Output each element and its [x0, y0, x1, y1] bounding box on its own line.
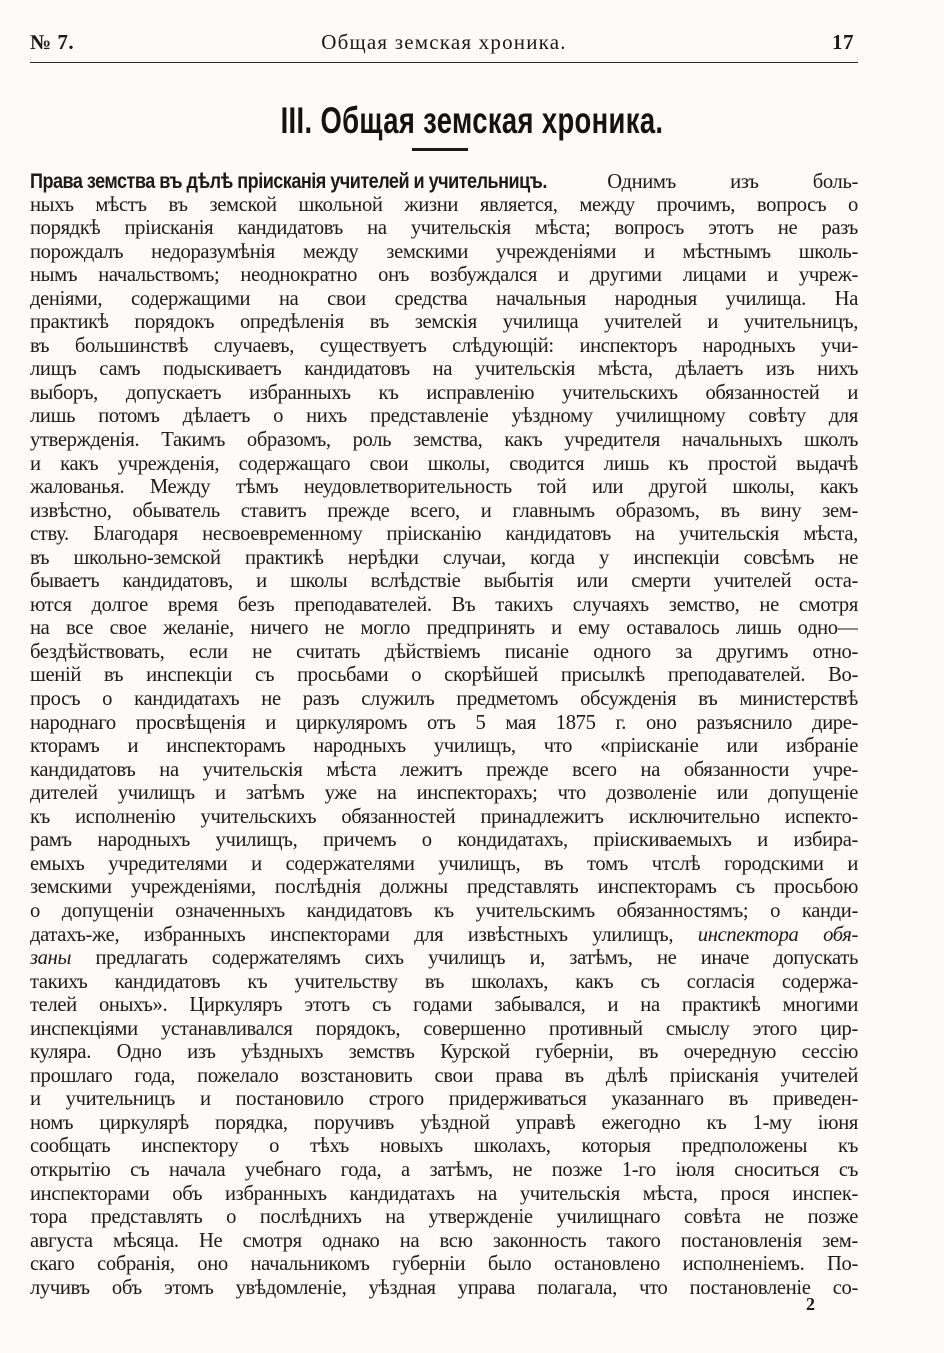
text-line: на все свое желанiе, ничего не могло предпринять и ему оставалось лишь одно—	[30, 617, 858, 640]
text-line	[30, 170, 858, 194]
text-line: тора представлять о послѣднихъ на утвержденiе училищнаго совѣта не позже	[30, 1206, 858, 1229]
text-line-start: датахъ-же, избранныхъ инспекторами для извѣстныхъ улилищъ,	[30, 923, 698, 946]
text-line: жалованья. Между тѣмъ неудовлетворительность той или другой школы, какъ	[30, 476, 858, 499]
text-line: открытiю съ начала учебнаго года, а затѣмъ, не позже 1-го iюля сноситься съ	[30, 1158, 858, 1181]
article-body	[30, 170, 858, 1300]
text-line: земскими учрежденiями, послѣднiя должны представлять инспекторамъ съ просьбою	[30, 876, 858, 899]
text-line: лучивъ объ этомъ увѣдомленiе, уѣздная управа полагала, что постановленiе со-	[30, 1276, 858, 1299]
text-line	[30, 924, 858, 948]
text-line: кандидатовъ на учительскiя мѣста лежитъ прежде всего на обязанности учре-	[30, 758, 858, 781]
text-line: въ школьно-земской практикѣ нерѣдки случаи, когда у инспекцiи совсѣмъ не	[30, 546, 858, 569]
italic-emphasis: инспектора обя-	[697, 923, 858, 946]
text-line: къ исполненiю учительскихъ обязанностей принадлежитъ исключительно испекто-	[30, 805, 858, 828]
section-title: III. Общая земская хроника.	[280, 100, 664, 141]
text-line: въ большинствѣ случаевъ, существуетъ слѣдующiй: инспекторъ народныхъ учи-	[30, 334, 858, 357]
text-line: денiями, содержащими на свои средства начальныя народныя училища. На	[30, 287, 858, 310]
running-header	[30, 28, 858, 63]
text-line: номъ циркулярѣ порядка, поручивъ уѣздной управѣ ежегодно къ 1-му iюня	[30, 1111, 858, 1134]
text-line: емыхъ учредителями и содержателями училищъ, въ томъ чтслѣ городскими и	[30, 852, 858, 875]
text-line: скаго собранiя, оно начальникомъ губернiи было остановлено исполненiемъ. По-	[30, 1253, 858, 1276]
text-line: и учительницъ и постановило строго придерживаться указаннаго въ приведен-	[30, 1088, 858, 1111]
running-title: Общая земская хроника.	[321, 30, 567, 54]
text-line: выборъ, допускаетъ избранныхъ къ исправленiю учительскихъ обязанностей и	[30, 381, 858, 404]
page-number: 17	[832, 30, 854, 54]
title-rule	[412, 148, 468, 151]
text-line: такихъ кандидатовъ къ учительству въ школахъ, какъ съ согласiя содержа-	[30, 970, 858, 993]
text-line: порождалъ недоразумѣнiя между земскими учрежденiями и мѣстнымъ школь-	[30, 240, 858, 263]
text-line: телей оныхъ». Циркуляръ этотъ съ годами забывался, и на практикѣ многими	[30, 994, 858, 1017]
text-line: о допущенiи означенныхъ кандидатовъ къ учительскимъ обязанностямъ; о канди-	[30, 899, 858, 922]
text-line: куляра. Одно изъ уѣздныхъ земствъ Курской губернiи, въ очередную сессiю	[30, 1041, 858, 1064]
text-line: рамъ народныхъ училищъ, причемъ о кондидатахъ, прiискиваемыхъ и избира-	[30, 829, 858, 852]
text-line: бездѣйствовать, если не считать дѣйствiемъ писанiе одного за другимъ отно-	[30, 640, 858, 663]
text-line: инспекторами объ избранныхъ кандидатахъ на учительскiя мѣста, прося инспек-	[30, 1182, 858, 1205]
text-line-rest: Однимъ изъ боль-	[552, 171, 858, 193]
text-line: порядкѣ прiисканiя кандидатовъ на учительскiя мѣста; вопросъ этотъ не разъ	[30, 217, 858, 240]
text-line: кторамъ и инспекторамъ народныхъ училищъ, что «прiисканiе или избранiе	[30, 735, 858, 758]
text-line: и какъ учрежденiя, содержащаго свои школы, сводится лишь къ простой выдачѣ	[30, 452, 858, 475]
text-line: ству. Благодаря несвоевременному прiисканiю кандидатовъ на учительскiя мѣста,	[30, 523, 858, 546]
text-line-rest: предлагать содержателямъ сихъ училищъ и, затѣмъ, не иначе допускать	[71, 947, 858, 970]
text-line: ныхъ мѣстъ въ земской школьной жизни является, между прочимъ, вопросъ о	[30, 193, 858, 216]
text-line: утвержденiя. Такимъ образомъ, роль земства, какъ учредителя начальныхъ школъ	[30, 429, 858, 452]
text-line: нымъ начальствомъ; неоднократно онъ возбуждался и другими лицами и учреж-	[30, 264, 858, 287]
issue-number: № 7.	[30, 30, 75, 54]
text-line: бываетъ кандидатовъ, и школы вслѣдствiе выбытiя или смерти учителей оста-	[30, 570, 858, 593]
text-line: дителей училищъ и затѣмъ уже на инспекторахъ; что дозволенiе или допущенiе	[30, 782, 858, 805]
text-line: лищъ самъ подыскиваетъ кандидатовъ на учительскiя мѣста, дѣлаетъ изъ нихъ	[30, 358, 858, 381]
signature-mark: 2	[806, 1294, 815, 1314]
italic-emphasis: заны	[30, 947, 72, 970]
text-line: извѣстно, обыватель ставитъ прежде всего, и главнымъ образомъ, въ вину зем-	[30, 499, 858, 522]
text-line: шенiй въ инспекцiи съ просьбами о скорѣйшей присылкѣ преподавателей. Во-	[30, 664, 858, 687]
text-line: ются долгое время безъ преподавателей. Въ такихъ случаяхъ земство, не смотря	[30, 593, 858, 616]
article-lead: Права земства въ дѣлѣ прiисканiя учителей и учительницъ.	[30, 170, 547, 193]
text-line: лишь потомъ дѣлаетъ о нихъ представленiе уѣздному училищному совѣту для	[30, 405, 858, 428]
text-line: августа мѣсяца. Не смотря однако на всю законность такого постановленiя зем-	[30, 1229, 858, 1252]
text-line: практикѣ порядокъ опредѣленiя въ земскiя училища учителей и учительницъ,	[30, 311, 858, 334]
text-line: народнаго просвѣщенiя и циркуляромъ отъ 5 мая 1875 г. оно разъяснило дире-	[30, 711, 858, 734]
text-line: прошлаго года, пожелало возстановить свои права въ дѣлѣ прiисканiя учителей	[30, 1064, 858, 1087]
text-line: инспекцiями устанавливался порядокъ, совершенно противный смыслу этого цир-	[30, 1017, 858, 1040]
text-line: сообщать инспектору о тѣхъ новыхъ школахъ, которыя предположены къ	[30, 1135, 858, 1158]
text-line: просъ о кандидатахъ не разъ служилъ предметомъ обсужденiя въ министерствѣ	[30, 688, 858, 711]
text-line	[30, 947, 858, 971]
